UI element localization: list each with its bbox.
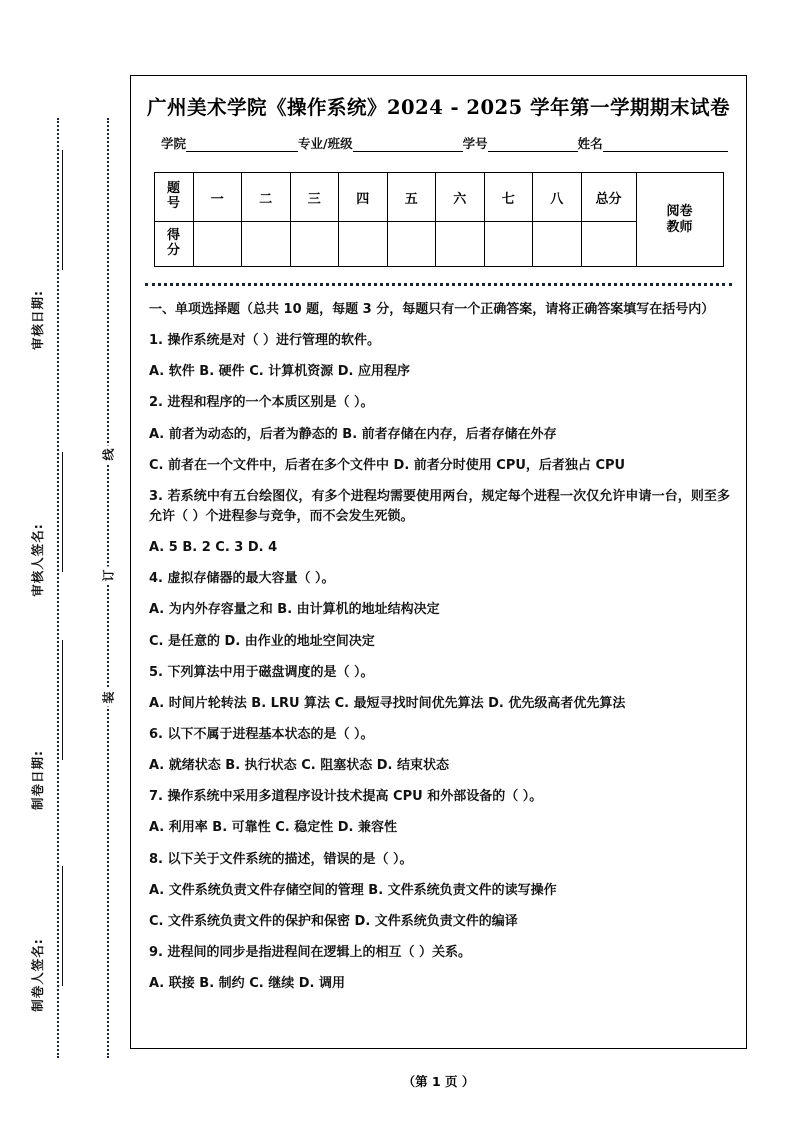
- question-6-options-line-1: A. 就绪状态 B. 执行状态 C. 阻塞状态 D. 结束状态: [149, 758, 449, 774]
- col-header-6: 六: [436, 173, 485, 222]
- question-6-stem: [149, 725, 730, 745]
- paper-maker-signature-rule: [62, 866, 63, 986]
- page-footer: （第 1 页 ）: [402, 1074, 475, 1089]
- outer-dotted-line: [57, 118, 59, 1058]
- question-2-options-line-2: C. 前者在一个文件中，后者在多个文件中 D. 前者分时使用 CPU，后者独占 CPU: [149, 457, 626, 473]
- question-5-options-line-1: A. 时间片轮转法 B. LRU 算法 C. 最短寻找时间优先算法 D. 优先级高者优先算法: [149, 695, 626, 711]
- question-1-stem: [149, 331, 730, 351]
- score-cell-8[interactable]: [533, 222, 582, 267]
- field-student-id[interactable]: [463, 134, 578, 152]
- inner-dotted-line: [107, 118, 109, 1058]
- field-name-blank[interactable]: [603, 138, 728, 152]
- row-header-score: [154, 222, 193, 267]
- label-paper-date: 制卷日期:: [30, 750, 45, 810]
- student-identity-fields: [161, 134, 722, 152]
- question-8-stem: [149, 850, 730, 870]
- col-header-total: 总分: [581, 173, 636, 222]
- question-8-text: 以下关于文件系统的描述，错误的是（ ）。: [167, 851, 413, 867]
- question-7-options-line-1: A. 利用率 B. 可靠性 C. 稳定性 D. 兼容性: [149, 820, 397, 836]
- question-9-text: 进程间的同步是指进程间在逻辑上的相互（ ）关系。: [167, 944, 472, 960]
- score-cell-total[interactable]: [581, 222, 636, 267]
- question-8-options-line-2: C. 文件系统负责文件的保护和保密 D. 文件系统负责文件的编译: [149, 913, 518, 929]
- row-header-question-number-char2: 号: [166, 196, 180, 211]
- binding-char-xian: 线: [97, 446, 120, 464]
- question-3-number: 3.: [149, 488, 163, 504]
- label-reviewer-signature: 审核人签名:: [30, 523, 45, 597]
- reviewer-signature-rule: [62, 452, 63, 572]
- question-9-number: 9.: [149, 944, 163, 960]
- field-college[interactable]: [161, 134, 298, 152]
- question-5-stem: [149, 663, 730, 683]
- question-2-text: 进程和程序的一个本质区别是（ ）。: [167, 395, 374, 411]
- score-cell-2[interactable]: [242, 222, 291, 267]
- score-cell-4[interactable]: [339, 222, 388, 267]
- section-heading: 一、单项选择题（总共 10 题，每题 3 分，每题只有一个正确答案，请将正确答案填写在括号内）: [149, 302, 715, 317]
- field-major-class[interactable]: [298, 134, 463, 152]
- score-table: [154, 172, 724, 267]
- question-4-number: 4.: [149, 571, 163, 587]
- question-8-options-line-1: A. 文件系统负责文件存储空间的管理 B. 文件系统负责文件的读写操作: [149, 882, 557, 898]
- question-9-stem: [149, 943, 730, 963]
- row-header-question-number: [154, 173, 193, 222]
- field-major-class-label: 专业/班级: [298, 136, 353, 151]
- question-3-text: 若系统中有五台绘图仪，有多个进程均需要使用两台，规定每个进程一次仅允许申请一台，则至多允许（ ）个进程参与竞争，而不会发生死锁。: [149, 488, 730, 524]
- binding-char-ding: 订: [97, 567, 120, 585]
- row-header-score-char2: 分: [166, 243, 180, 258]
- col-header-grader-line1: 阅卷: [666, 204, 693, 220]
- question-4-options-line-1: A. 为内外存容量之和 B. 由计算机的地址结构决定: [149, 602, 440, 618]
- question-2-stem: [149, 393, 730, 413]
- exam-paper-box: [130, 75, 747, 1049]
- binding-char-zhuang: 装: [97, 689, 120, 707]
- question-body: [149, 300, 730, 994]
- field-major-class-blank[interactable]: [353, 138, 463, 152]
- col-header-8: 八: [533, 173, 582, 222]
- question-4-stem: [149, 569, 730, 589]
- field-college-label: 学院: [161, 136, 187, 151]
- question-3-options-line-1: A. 5 B. 2 C. 3 D. 4: [149, 540, 278, 556]
- field-college-blank[interactable]: [186, 138, 298, 152]
- review-date-rule: [62, 150, 63, 270]
- left-binding-margin: [0, 0, 130, 1122]
- question-1-number: 1.: [149, 333, 163, 349]
- score-cell-3[interactable]: [290, 222, 339, 267]
- field-name-label: 姓名: [577, 136, 603, 151]
- question-8-number: 8.: [149, 851, 163, 867]
- col-header-1: 一: [193, 173, 242, 222]
- score-cell-7[interactable]: [484, 222, 533, 267]
- question-7-text: 操作系统中采用多道程序设计技术提高 CPU 和外部设备的（ ）。: [167, 789, 543, 805]
- col-header-5: 五: [387, 173, 436, 222]
- question-7-stem: [149, 787, 730, 807]
- question-4-options-line-2: C. 是任意的 D. 由作业的地址空间决定: [149, 633, 375, 649]
- label-review-date: 审核日期:: [30, 290, 45, 350]
- question-1-text: 操作系统是对（ ）进行管理的软件。: [167, 333, 381, 349]
- row-header-score-char1: 得: [166, 228, 180, 244]
- col-header-grader: [636, 173, 723, 267]
- col-header-7: 七: [484, 173, 533, 222]
- col-header-grader-line2: 教师: [666, 219, 693, 235]
- col-header-3: 三: [290, 173, 339, 222]
- paper-date-rule: [62, 640, 63, 760]
- score-cell-6[interactable]: [436, 222, 485, 267]
- field-name[interactable]: [578, 134, 728, 152]
- table-row-question-numbers: [154, 173, 723, 222]
- row-header-question-number-char1: 题: [166, 181, 180, 197]
- col-header-4: 四: [339, 173, 388, 222]
- page-title: 广州美术学院《操作系统》2024 - 2025 学年第一学期期末试卷: [146, 96, 730, 119]
- dotted-separator: [145, 283, 732, 286]
- question-9-options-line-1: A. 联接 B. 制约 C. 继续 D. 调用: [149, 976, 345, 992]
- question-6-number: 6.: [149, 726, 163, 742]
- question-6-text: 以下不属于进程基本状态的是（ ）。: [167, 726, 374, 742]
- field-student-id-blank[interactable]: [488, 138, 578, 152]
- question-5-number: 5.: [149, 664, 163, 680]
- score-cell-5[interactable]: [387, 222, 436, 267]
- label-paper-maker-signature: 制卷人签名:: [30, 938, 45, 1012]
- question-4-text: 虚拟存储器的最大容量（ ）。: [167, 571, 335, 587]
- score-cell-1[interactable]: [193, 222, 242, 267]
- question-1-options-line-1: A. 软件 B. 硬件 C. 计算机资源 D. 应用程序: [149, 364, 410, 380]
- question-2-number: 2.: [149, 395, 163, 411]
- question-2-options-line-1: A. 前者为动态的，后者为静态的 B. 前者存储在内存，后者存储在外存: [149, 426, 557, 442]
- question-5-text: 下列算法中用于磁盘调度的是（ ）。: [167, 664, 374, 680]
- question-7-number: 7.: [149, 789, 163, 805]
- col-header-2: 二: [242, 173, 291, 222]
- field-student-id-label: 学号: [462, 136, 488, 151]
- question-3-stem: [149, 487, 730, 527]
